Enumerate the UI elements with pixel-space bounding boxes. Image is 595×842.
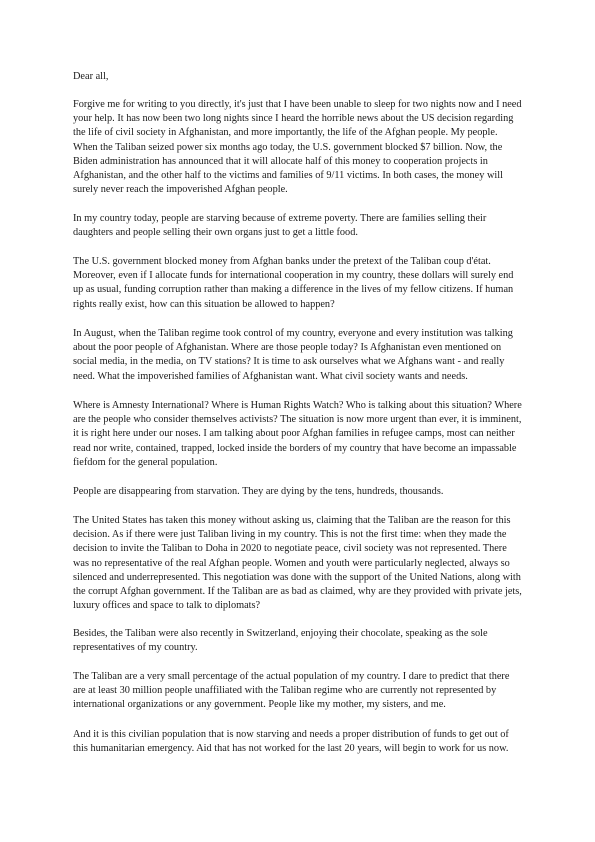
paragraph-disappearing: People are disappearing from starvation. They are dying by the tens, hundreds, thousands. [73, 486, 444, 497]
paragraph-plea: Forgive me for writing to you directly, it's just that I have been unable to sleep for two nights now and I need your help. It has now been two long nights since I heard the horrible news about the US decision regarding the life of civil society in Afghanistan, and more importantly, the life of the Afghan people. My people. When the Taliban seized power six months ago today, the U.S. government blocked $7 billion. Now, the Biden administration has announced that it will allocate half of this money to cooperation projects in Afghanistan, and the other half to the victims and families of 9/11 victims. In both cases, the money will surely never reach the impoverished Afghan people. [73, 99, 522, 196]
paragraph-civilian-population: And it is this civilian population that is now starving and needs a proper distribution of funds to get out of this humanitarian emergency. Aid that has not worked for the last 20 years, will begin to work for us now. [73, 729, 509, 755]
paragraph-human-rights-orgs: Where is Amnesty International? Where is Human Rights Watch? Who is talking about this situation? Where are the people who consider themselves activists? The situation is now more urgent than ever, it is imminent, it is right here under our noses. I am talking about poor Afghan families in refugee camps, most can neither read nor write, contained, trapped, locked inside the borders of my country that have become an impassable fiefdom for the general population. [73, 400, 522, 468]
paragraph-switzerland: Besides, the Taliban were also recently in Switzerland, enjoying their chocolate, speaking as the sole representatives of my country. [73, 628, 488, 654]
paragraph-blocked-funds: The U.S. government blocked money from Afghan banks under the pretext of the Taliban coup d'état. Moreover, even if I allocate funds for international cooperation in my country, these dollars will surely end up as usual, funding corruption rather than making a difference in the lives of my fellow citizens. If human rights really exist, how can this situation be allowed to happen? [73, 256, 514, 310]
paragraph-population: The Taliban are a very small percentage of the actual population of my country. I dare to predict that there are at least 30 million people unaffiliated with the Taliban regime who are currently not represented by international organizations or any government. People like my mother, my sisters, and me. [73, 671, 510, 711]
paragraph-starvation: In my country today, people are starving because of extreme poverty. There are families selling their daughters and people selling their own organs just to get a little food. [73, 213, 487, 239]
paragraph-august: In August, when the Taliban regime took control of my country, everyone and every institution was talking about the poor people of Afghanistan. Where are those people today? Is Afghanistan even mentioned on social media, in the media, on TV stations? It is time to ask ourselves what we Afghans want - and really need. What the impoverished families of Afghanistan want. What civil society wants and needs. [73, 328, 513, 382]
paragraph-united-states: The United States has taken this money without asking us, claiming that the Taliban are the reason for this decision. As if there were just Taliban living in my country. This is not the first time: when they made the decision to invite the Taliban to Doha in 2020 to negotiate peace, civil society was not represented. There was no representative of the real Afghan people. Women and youth were particularly neglected, always so silenced and underrepresented. This negotiation was done with the support of the United Nations, along with the corrupt Afghan government. If the Taliban are as bad as claimed, why are they provided with private jets, luxury offices and space to talk to diplomats? [73, 515, 522, 612]
salutation: Dear all, [73, 71, 109, 82]
